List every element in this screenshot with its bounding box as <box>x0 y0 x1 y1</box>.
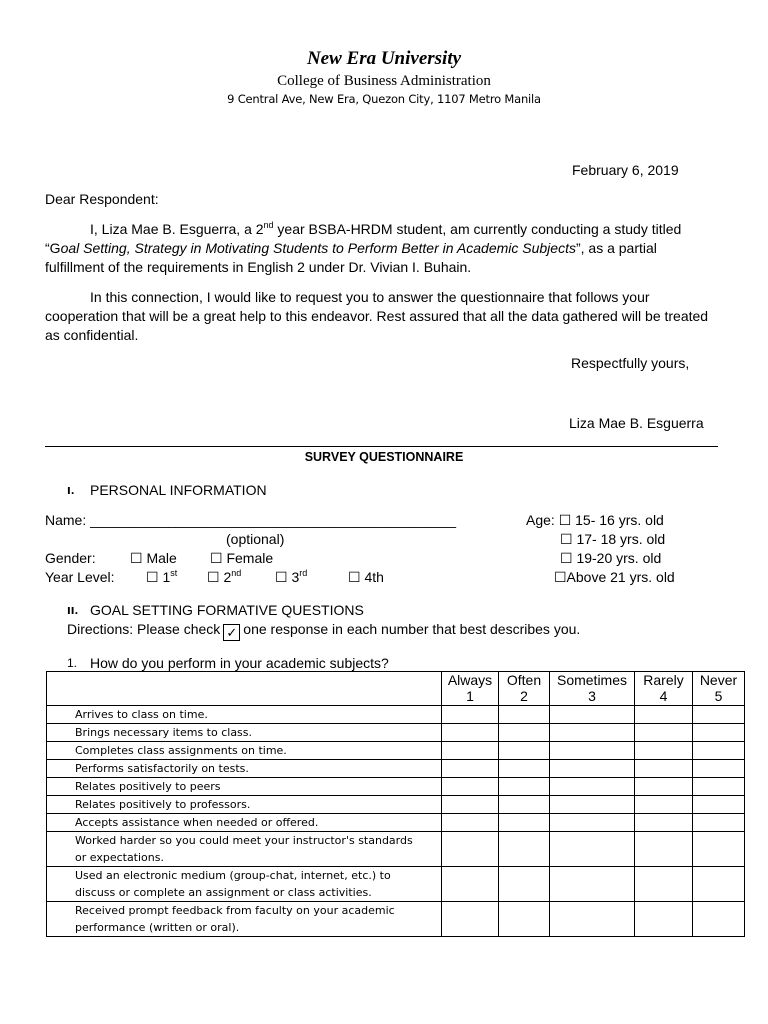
table-row <box>47 742 745 760</box>
directions: Directions: Please check ✓ one response in each number that best describes you. <box>67 621 581 640</box>
rating-cell[interactable] <box>550 867 635 902</box>
table-row <box>47 832 745 867</box>
table-header-blank <box>47 672 442 706</box>
age-17-18-checkbox[interactable]: ☐ 17- 18 yrs. old <box>560 531 666 547</box>
question-1-text: How do you perform in your academic subjects? <box>90 655 389 671</box>
rating-cell[interactable] <box>635 706 693 724</box>
rating-cell[interactable] <box>635 760 693 778</box>
rating-cell[interactable] <box>499 814 550 832</box>
rating-cell[interactable] <box>442 724 499 742</box>
table-row <box>47 796 745 814</box>
rating-cell[interactable] <box>635 814 693 832</box>
rating-cell[interactable] <box>550 760 635 778</box>
row-statement: Performs satisfactorily on tests. <box>47 760 442 778</box>
column-header-often: Often 2 <box>499 672 550 706</box>
table-row <box>47 724 745 742</box>
gender-label: Gender: <box>45 550 96 566</box>
salutation: Dear Respondent: <box>45 191 159 207</box>
rating-cell[interactable] <box>550 778 635 796</box>
age-above-21-checkbox[interactable]: ☐Above 21 yrs. old <box>554 569 675 585</box>
table-row <box>47 778 745 796</box>
rating-cell[interactable] <box>442 706 499 724</box>
rating-cell[interactable] <box>499 867 550 902</box>
college-name: College of Business Administration <box>277 73 491 89</box>
rating-cell[interactable] <box>635 742 693 760</box>
section-1-number: I. <box>67 486 75 497</box>
rating-cell[interactable] <box>635 902 693 937</box>
column-header-rarely: Rarely 4 <box>635 672 693 706</box>
rating-cell[interactable] <box>635 778 693 796</box>
table-row <box>47 867 745 902</box>
row-statement: Brings necessary items to class. <box>47 724 442 742</box>
rating-cell[interactable] <box>442 742 499 760</box>
rating-cell[interactable] <box>550 724 635 742</box>
rating-cell[interactable] <box>442 832 499 867</box>
row-statement: Completes class assignments on time. <box>47 742 442 760</box>
rating-cell[interactable] <box>550 814 635 832</box>
rating-cell[interactable] <box>442 814 499 832</box>
table-row <box>47 760 745 778</box>
rating-cell[interactable] <box>693 724 745 742</box>
table-row <box>47 814 745 832</box>
row-statement: Received prompt feedback from faculty on your academic performance (written or oral). <box>47 902 442 937</box>
section-2-title: GOAL SETTING FORMATIVE QUESTIONS <box>90 602 364 618</box>
rating-cell[interactable] <box>635 832 693 867</box>
rating-cell[interactable] <box>635 796 693 814</box>
rating-cell[interactable] <box>499 796 550 814</box>
rating-cell[interactable] <box>693 832 745 867</box>
rating-cell[interactable] <box>499 832 550 867</box>
question-1-number: 1. <box>67 656 78 670</box>
rating-cell[interactable] <box>693 814 745 832</box>
row-statement: Worked harder so you could meet your instructor's standards or expectations. <box>47 832 442 867</box>
rating-cell[interactable] <box>442 760 499 778</box>
year-1-checkbox[interactable]: ☐ 1st <box>146 568 178 585</box>
rating-cell[interactable] <box>499 902 550 937</box>
rating-cell[interactable] <box>499 706 550 724</box>
row-statement: Used an electronic medium (group-chat, internet, etc.) to discuss or complete an assignment or class activities. <box>47 867 442 902</box>
rating-cell[interactable] <box>442 867 499 902</box>
rating-cell[interactable] <box>693 902 745 937</box>
year-2-checkbox[interactable]: ☐ 2nd <box>207 568 242 585</box>
rating-table <box>46 671 745 937</box>
survey-title: SURVEY QUESTIONNAIRE <box>304 450 464 464</box>
rating-cell[interactable] <box>550 796 635 814</box>
row-statement: Accepts assistance when needed or offered. <box>47 814 442 832</box>
name-field[interactable]: Name: _______________________________________________ <box>45 512 457 528</box>
name-optional-note: (optional) <box>226 531 285 547</box>
column-header-sometimes: Sometimes 3 <box>550 672 635 706</box>
checkmark-icon: ✓ <box>223 624 240 641</box>
rating-cell[interactable] <box>693 778 745 796</box>
column-header-always: Always 1 <box>442 672 499 706</box>
year-3-checkbox[interactable]: ☐ 3rd <box>275 568 308 585</box>
divider-line <box>45 446 718 447</box>
rating-cell[interactable] <box>499 760 550 778</box>
year-4-checkbox[interactable]: ☐ 4th <box>348 569 384 585</box>
age-19-20-checkbox[interactable]: ☐ 19-20 yrs. old <box>560 550 662 566</box>
rating-cell[interactable] <box>499 778 550 796</box>
gender-male-checkbox[interactable]: ☐ Male <box>130 550 177 566</box>
gender-female-checkbox[interactable]: ☐ Female <box>210 550 274 566</box>
rating-cell[interactable] <box>693 796 745 814</box>
rating-cell[interactable] <box>442 778 499 796</box>
rating-cell[interactable] <box>693 760 745 778</box>
rating-cell[interactable] <box>550 742 635 760</box>
rating-cell[interactable] <box>499 724 550 742</box>
rating-cell[interactable] <box>693 742 745 760</box>
rating-cell[interactable] <box>442 902 499 937</box>
rating-cell[interactable] <box>550 832 635 867</box>
rating-cell[interactable] <box>550 902 635 937</box>
rating-cell[interactable] <box>635 724 693 742</box>
row-statement: Arrives to class on time. <box>47 706 442 724</box>
table-row <box>47 706 745 724</box>
letter-paragraph-1: I, Liza Mae B. Esguerra, a 2nd year BSBA-HRDM student, am currently conducting a study titled “Goal Setting, Strategy in Motivating Students to Perform Better in Academic Subjects”, as a partial fulfillment of the requirements in English 2 under Dr. Vivian I. Buhain. <box>45 220 682 275</box>
rating-cell[interactable] <box>550 706 635 724</box>
age-15-16-checkbox[interactable]: Age: ☐ 15- 16 yrs. old <box>526 512 664 528</box>
rating-cell[interactable] <box>635 867 693 902</box>
table-row <box>47 902 745 937</box>
rating-cell[interactable] <box>442 796 499 814</box>
university-address: 9 Central Ave, New Era, Quezon City, 1107 Metro Manila <box>227 92 541 106</box>
signature-name: Liza Mae B. Esguerra <box>569 415 704 431</box>
section-2-number: II. <box>67 606 79 617</box>
closing: Respectfully yours, <box>571 355 690 371</box>
rating-cell[interactable] <box>693 867 745 902</box>
rating-cell[interactable] <box>499 742 550 760</box>
row-statement: Relates positively to peers <box>47 778 442 796</box>
university-name: New Era University <box>306 48 462 69</box>
row-statement: Relates positively to professors. <box>47 796 442 814</box>
section-1-title: PERSONAL INFORMATION <box>90 482 267 498</box>
letter-date: February 6, 2019 <box>572 162 679 178</box>
column-header-never: Never 5 <box>693 672 745 706</box>
letter-paragraph-2: In this connection, I would like to request you to answer the questionnaire that follows your cooperation that will be a great help to this endeavor. Rest assured that all the data gathered will be treated as confidential. <box>45 289 709 343</box>
table-header-row <box>47 672 745 706</box>
year-level-label: Year Level: <box>45 569 115 585</box>
rating-cell[interactable] <box>693 706 745 724</box>
